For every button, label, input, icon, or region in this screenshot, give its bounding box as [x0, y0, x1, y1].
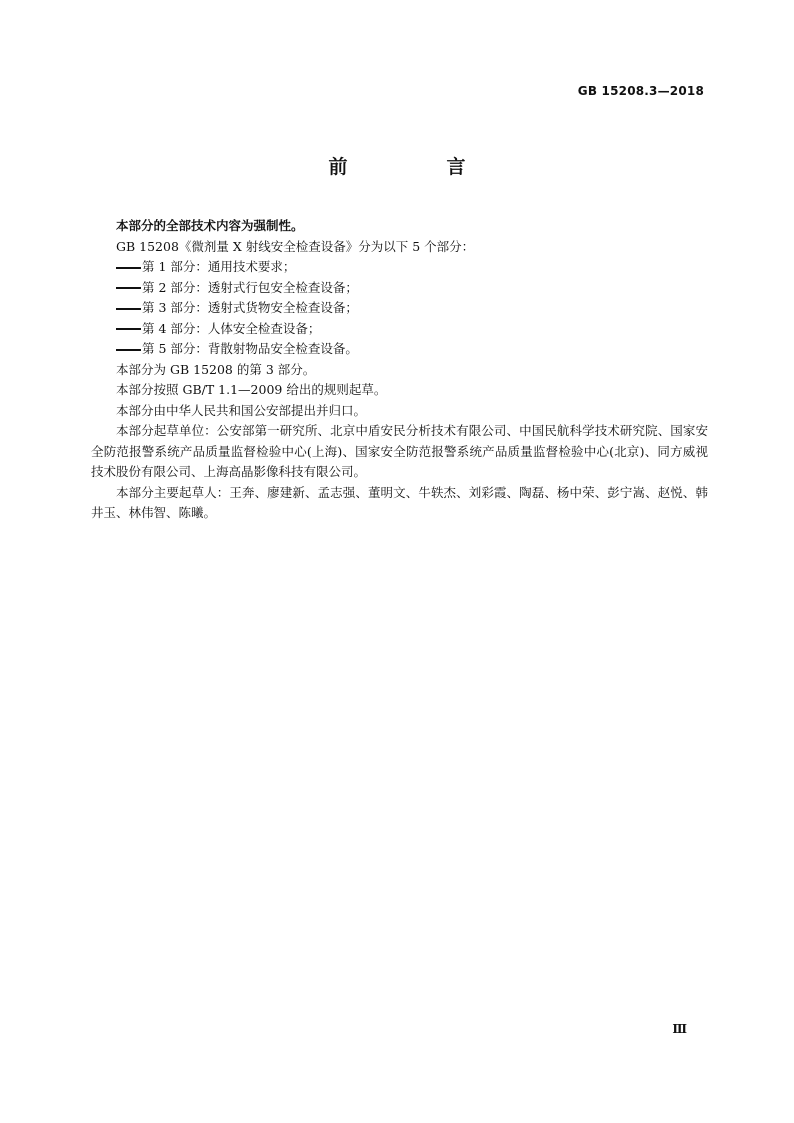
- page-number: Ⅲ: [672, 1022, 687, 1036]
- foreword-body: [91, 216, 708, 524]
- paragraph-proposer: 本部分由中华人民共和国公安部提出并归口。: [116, 402, 367, 418]
- list-item-part-1: 第 1 部分：通用技术要求；: [91, 257, 708, 278]
- paragraph-mandatory-statement: 本部分的全部技术内容为强制性。: [116, 218, 304, 233]
- paragraph-drafting-rules: 本部分按照 GB/T 1.1—2009 给出的规则起草。: [116, 382, 387, 397]
- list-item-part-2: 第 2 部分：透射式行包安全检查设备；: [91, 278, 708, 299]
- list-item-part-3: 第 3 部分：透射式货物安全检查设备；: [91, 298, 708, 319]
- dash-marker: [116, 349, 141, 351]
- paragraph-parts-intro: GB 15208《微剂量 X 射线安全检查设备》分为以下 5 个部分：: [116, 238, 475, 254]
- paragraph-part-number: 本部分为 GB 15208 的第 3 部分。: [116, 361, 316, 377]
- standard-code: GB 15208.3—2018: [577, 84, 704, 98]
- dash-marker: [116, 328, 141, 330]
- page-title: 前 言: [328, 156, 506, 178]
- paragraph-drafting-units: 本部分起草单位：公安部第一研究所、北京中盾安民分析技术有限公司、中国民航科学技术研究院、国家安全防范报警系统产品质量监督检验中心(上海)、国家安全防范报警系统产品质量监督检验中心(北京)、同方威视技术股份有限公司、上海高晶影像科技有限公司。: [91, 423, 708, 479]
- list-item-part-5: 第 5 部分：背散射物品安全检查设备。: [91, 339, 708, 360]
- dash-marker: [116, 267, 141, 269]
- dash-marker: [116, 287, 141, 289]
- list-item-part-4: 第 4 部分：人体安全检查设备；: [91, 319, 708, 340]
- paragraph-drafters: 本部分主要起草人：王奔、廖建新、孟志强、董明文、牛轶杰、刘彩霞、陶磊、杨中荣、彭宁嵩、赵悦、韩井玉、林伟智、陈曦。: [91, 484, 708, 520]
- dash-marker: [116, 308, 141, 310]
